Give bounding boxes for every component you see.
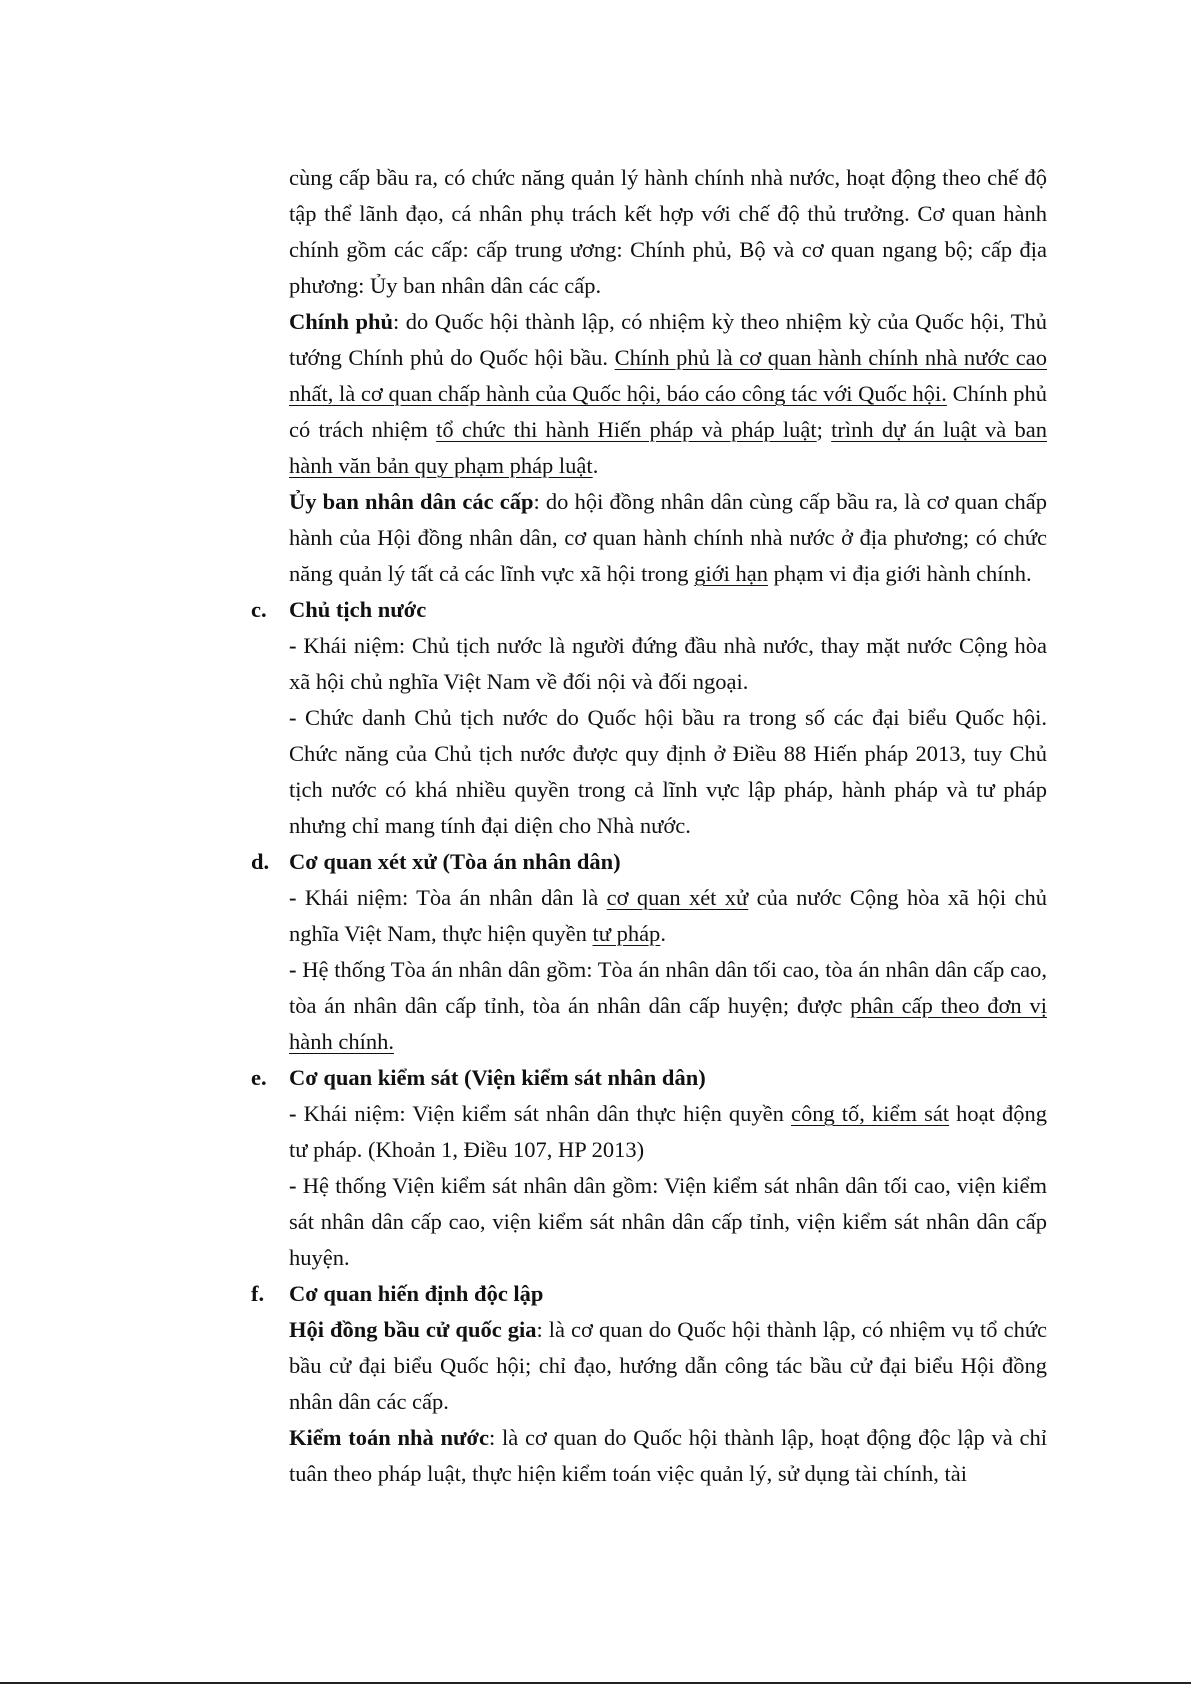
paragraph-c-2: - Chức danh Chủ tịch nước do Quốc hội bầu ra trong số các đại biểu Quốc hội. Chức năng của Chủ tịch nước được quy định ở Điều 88 Hiến pháp 2013, tuy Chủ tịch nước có khá nhiều quyền trong cả lĩnh vực lập pháp, hành pháp và tư pháp nhưng chỉ mang tính đại diện cho Nhà nước. bbox=[289, 705, 1047, 838]
underlined-text: tổ chức thi hành Hiến pháp và pháp luật bbox=[436, 417, 817, 442]
section-letter: e. bbox=[251, 1065, 267, 1090]
section-letter: f. bbox=[251, 1281, 265, 1306]
paragraph-e-1: - Khái niệm: Viện kiểm sát nhân dân thực hiện quyền công tố, kiểm sát hoạt động tư pháp. (Khoản 1, Điều 107, HP 2013) bbox=[289, 1101, 1047, 1162]
section-heading-e: e. Cơ quan kiểm sát (Viện kiểm sát nhân dân) bbox=[289, 1060, 1047, 1096]
paragraph-election-council: Hội đồng bầu cử quốc gia: là cơ quan do Quốc hội thành lập, có nhiệm vụ tổ chức bầu cử đại biểu Quốc hội; chỉ đạo, hướng dẫn công tác bầu cử đại biểu Hội đồng nhân dân các cấp. bbox=[289, 1317, 1048, 1414]
paragraph-peoples-committee: Ủy ban nhân dân các cấp: do hội đồng nhân dân cùng cấp bầu ra, là cơ quan chấp hành của Hội đồng nhân dân, cơ quan hành chính nhà nước ở địa phương; có chức năng quản lý tất cả các lĩnh vực xã hội trong giới hạn phạm vi địa giới hành chính. bbox=[289, 489, 1047, 586]
section-heading-f: f. Cơ quan hiến định độc lập bbox=[289, 1276, 1047, 1312]
paragraph-administrative-agencies: cùng cấp bầu ra, có chức năng quản lý hành chính nhà nước, hoạt động theo chế độ tập thể lãnh đạo, cá nhân phụ trách kết hợp với chế độ thủ trưởng. Cơ quan hành chính gồm các cấp: cấp trung ương: Chính phủ, Bộ và cơ quan ngang bộ; cấp địa phương: Ủy ban nhân dân các cấp. bbox=[289, 165, 1047, 298]
section-letter: d. bbox=[251, 849, 270, 874]
paragraph-d-2: - Hệ thống Tòa án nhân dân gồm: Tòa án nhân dân tối cao, tòa án nhân dân cấp cao, tòa án nhân dân cấp tỉnh, tòa án nhân dân cấp huyện; được phân cấp theo đơn vị hành chính. bbox=[289, 957, 1047, 1054]
paragraph-d-1: - Khái niệm: Tòa án nhân dân là cơ quan xét xử của nước Cộng hòa xã hội chủ nghĩa Việt Nam, thực hiện quyền tư pháp. bbox=[289, 885, 1047, 946]
term-election-council: Hội đồng bầu cử quốc gia bbox=[289, 1317, 537, 1342]
term-state-audit: Kiểm toán nhà nước bbox=[289, 1425, 489, 1450]
term-peoples-committee: Ủy ban nhân dân các cấp bbox=[289, 489, 534, 514]
underlined-text: Chính phủ là cơ quan hành chính nhà nước cao nhất, là cơ quan chấp hành của Quốc hội, báo cáo công tác với Quốc hội. bbox=[289, 345, 1048, 406]
underlined-text: cơ quan xét xử bbox=[606, 885, 749, 910]
underlined-text: trình dự án luật và ban hành văn bản quy phạm pháp luật bbox=[289, 417, 1048, 478]
page-content bbox=[251, 160, 1048, 1492]
term-government: Chính phủ bbox=[289, 309, 394, 334]
section-heading-d: d. Cơ quan xét xử (Tòa án nhân dân) bbox=[289, 844, 1047, 880]
underlined-text: phân cấp theo đơn vị hành chính. bbox=[289, 993, 1047, 1054]
page-bottom-rule bbox=[0, 1682, 1191, 1684]
section-heading-c: c. Chủ tịch nước bbox=[289, 592, 1047, 628]
underlined-text: tư pháp bbox=[592, 921, 661, 946]
paragraph-state-audit: Kiểm toán nhà nước: là cơ quan do Quốc hội thành lập, hoạt động độc lập và chỉ tuân theo pháp luật, thực hiện kiểm toán việc quản lý, sử dụng tài chính, tài bbox=[289, 1425, 1047, 1486]
paragraph-c-1: - Khái niệm: Chủ tịch nước là người đứng đầu nhà nước, thay mặt nước Cộng hòa xã hội chủ nghĩa Việt Nam về đối nội và đối ngoại. bbox=[289, 633, 1047, 694]
paragraph-e-2: - Hệ thống Viện kiểm sát nhân dân gồm: Viện kiểm sát nhân dân tối cao, viện kiểm sát nhân dân cấp cao, viện kiểm sát nhân dân cấp tỉnh, viện kiểm sát nhân dân cấp huyện. bbox=[289, 1173, 1047, 1270]
section-letter: c. bbox=[251, 597, 267, 622]
paragraph-government: Chính phủ: do Quốc hội thành lập, có nhiệm kỳ theo nhiệm kỳ của Quốc hội, Thủ tướng Chính phủ do Quốc hội bầu. Chính phủ là cơ quan hành chính nhà nước cao nhất, là cơ quan chấp hành của Quốc hội, báo cáo công tác với Quốc hội. Chính phủ có trách nhiệm tổ chức thi hành Hiến pháp và pháp luật; trình dự án luật và ban hành văn bản quy phạm pháp luật. bbox=[289, 309, 1048, 478]
underlined-text: giới hạn bbox=[694, 561, 768, 586]
underlined-text: công tố, kiểm sát bbox=[790, 1101, 950, 1126]
